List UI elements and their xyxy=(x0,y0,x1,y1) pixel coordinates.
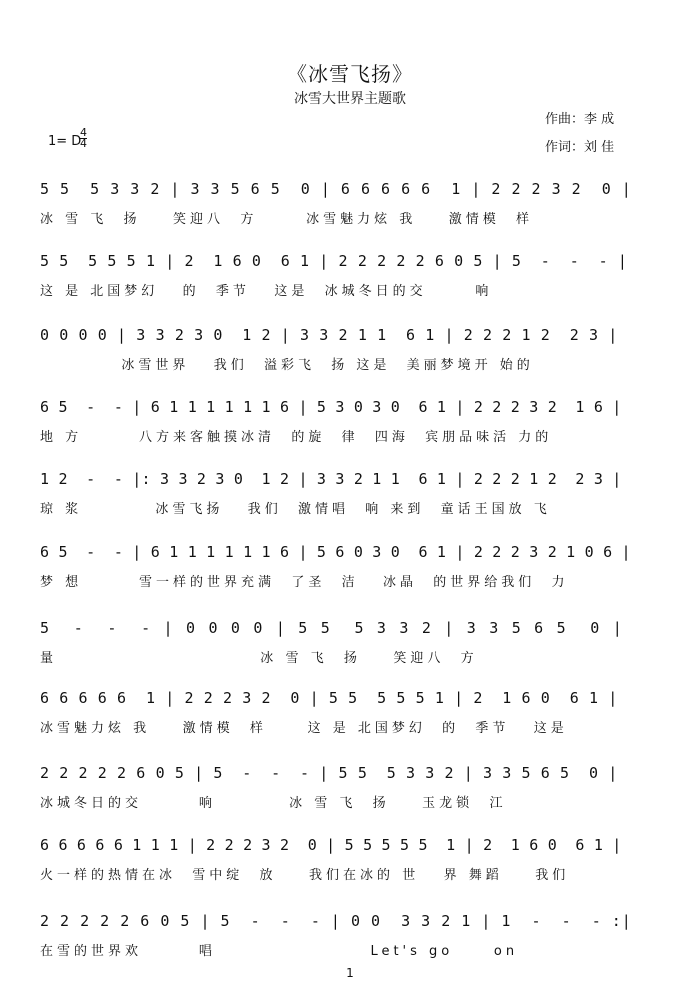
song-title: 《冰雪飞扬》 xyxy=(287,62,413,86)
lyrics-line xyxy=(40,426,640,446)
page-number: 1 xyxy=(346,966,354,980)
lyrics-line xyxy=(40,498,640,518)
lyrics-text: 梦 想 雪一样的世界充满 了圣 洁 冰晶 的世界给我们 力 xyxy=(40,575,569,590)
lyrics-line xyxy=(40,717,640,737)
lyrics-text: 冰城冬日的交 响 冰 雪 飞 扬 玉龙锁 江 xyxy=(40,796,507,811)
time-signature xyxy=(80,128,87,149)
notation-line xyxy=(40,764,640,790)
notation-text: 5 - - - | 0 0 0 0 | 5 5 5 3 3 2 | 3 3 5 6 5 0 | xyxy=(40,619,624,637)
lyrics-text: 地 方 八方来客触摸冰清 的旋 律 四海 宾朋品味活 力的 xyxy=(40,430,553,445)
notation-text: 5 5 5 3 3 2 | 3 3 5 6 5 0 | 6 6 6 6 6 1 | 2 2 2 3 2 0 | xyxy=(40,180,632,198)
lyrics-text: 冰雪世界 我们 溢彩飞 扬 这是 美丽梦境开 始的 xyxy=(40,358,534,373)
key-signature: 1= D xyxy=(48,134,82,149)
score-row xyxy=(0,619,700,689)
notation-text: 2 2 2 2 2 6 0 5 | 5 - - - | 0 0 3 3 2 1 | 1 - - - :| xyxy=(40,912,632,930)
score-row xyxy=(0,470,700,540)
lyrics-text: 火一样的热情在冰 雪中绽 放 我们在冰的 世 界 舞蹈 我们 xyxy=(40,868,570,883)
notation-text: 0 0 0 0 | 3 3 2 3 0 1 2 | 3 3 2 1 1 6 1 | 2 2 2 1 2 2 3 | xyxy=(40,326,618,344)
notation-text: 6 6 6 6 6 1 | 2 2 2 3 2 0 | 5 5 5 5 5 1 | 2 1 6 0 6 1 | xyxy=(40,689,618,707)
notation-line xyxy=(40,180,640,206)
lyrics-line xyxy=(40,792,640,812)
lyrics-line xyxy=(40,864,640,884)
score-row xyxy=(0,326,700,396)
composer-credit: 作曲：李 成 xyxy=(545,112,615,127)
score-row xyxy=(0,252,700,322)
notation-text: 5 5 5 5 5 1 | 2 1 6 0 6 1 | 2 2 2 2 2 6 0 5 | 5 - - - | xyxy=(40,252,628,270)
score-row xyxy=(0,836,700,906)
lyricist-credit: 作词：刘 佳 xyxy=(545,140,615,155)
score-row xyxy=(0,398,700,468)
lyrics-line xyxy=(40,940,640,960)
lyrics-line xyxy=(40,208,640,228)
notation-text: 2 2 2 2 2 6 0 5 | 5 - - - | 5 5 5 3 3 2 | 3 3 5 6 5 0 | xyxy=(40,764,618,782)
song-subtitle: 冰雪大世界主题歌 xyxy=(294,91,406,107)
notation-line xyxy=(40,836,640,862)
score-row xyxy=(0,543,700,613)
notation-text: 1 2 - - |: 3 3 2 3 0 1 2 | 3 3 2 1 1 6 1 | 2 2 2 1 2 2 3 | xyxy=(40,470,622,488)
lyrics-text: 这 是 北国梦幻 的 季节 这是 冰城冬日的交 响 xyxy=(40,284,493,299)
notation-line xyxy=(40,252,640,278)
lyrics-line xyxy=(40,647,640,667)
lyrics-line xyxy=(40,280,640,300)
notation-line xyxy=(40,398,640,424)
notation-text: 6 6 6 6 6 1 1 1 | 2 2 2 3 2 0 | 5 5 5 5 5 1 | 2 1 6 0 6 1 | xyxy=(40,836,622,854)
score-row xyxy=(0,689,700,759)
lyrics-text: 量 冰 雪 飞 扬 笑迎八 方 xyxy=(40,651,478,666)
score-row xyxy=(0,764,700,834)
notation-text: 6 5 - - | 6 1 1 1 1 1 1 6 | 5 6 0 3 0 6 1 | 2 2 2 3 2 1 0 6 | xyxy=(40,543,631,561)
notation-line xyxy=(40,619,640,645)
time-numerator: 4 xyxy=(80,126,87,139)
time-denominator: 4 xyxy=(80,137,87,150)
lyrics-line xyxy=(40,571,640,591)
lyrics-line xyxy=(40,354,640,374)
notation-line xyxy=(40,326,640,352)
lyrics-text: 琼 浆 冰雪飞扬 我们 激情唱 响 来到 童话王国放 飞 xyxy=(40,502,551,517)
notation-line xyxy=(40,470,640,496)
lyrics-text: 在雪的世界欢 唱 Let's go on xyxy=(40,944,519,959)
score-row xyxy=(0,180,700,250)
lyrics-text: 冰雪魅力炫 我 激情模 样 这 是 北国梦幻 的 季节 这是 xyxy=(40,721,568,736)
notation-line xyxy=(40,912,640,938)
notation-text: 6 5 - - | 6 1 1 1 1 1 1 6 | 5 3 0 3 0 6 1 | 2 2 2 3 2 1 6 | xyxy=(40,398,622,416)
notation-line xyxy=(40,543,640,569)
notation-line xyxy=(40,689,640,715)
lyrics-text: 冰 雪 飞 扬 笑迎八 方 冰雪魅力炫 我 激情模 样 xyxy=(40,212,534,227)
